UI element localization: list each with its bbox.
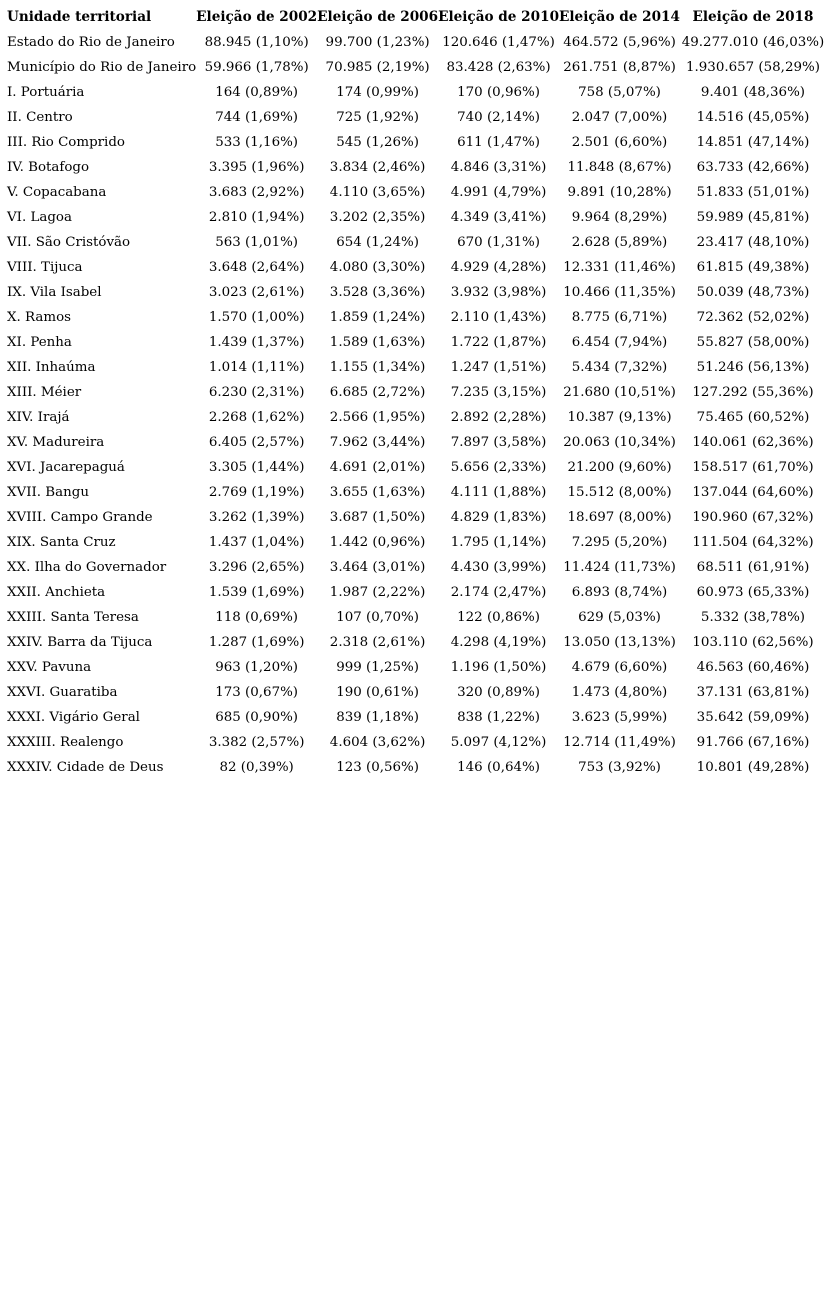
vote-count-cell: 107 (0,70%): [336, 610, 419, 625]
vote-count-cell: 1.539 (1,69%): [208, 585, 305, 600]
unit-name-cell: XXIV. Barra da Tijuca: [7, 635, 153, 650]
vote-count-cell: 14.851 (47,14%): [696, 135, 810, 150]
vote-count-cell: 963 (1,20%): [215, 660, 299, 675]
column-header-election: Eleição de 2014: [559, 9, 680, 25]
vote-count-cell: 75.465 (60,52%): [696, 410, 810, 425]
vote-count-cell: 611 (1,47%): [457, 135, 540, 150]
table-row: [4, 155, 826, 180]
vote-count-cell: 4.604 (3,62%): [329, 735, 426, 750]
vote-count-cell: 1.437 (1,04%): [208, 535, 305, 550]
vote-count-cell: 5.097 (4,12%): [450, 735, 547, 750]
vote-count-cell: 122 (0,86%): [457, 610, 540, 625]
table-row: [4, 280, 826, 305]
vote-count-cell: 9.401 (48,36%): [700, 85, 806, 100]
vote-count-cell: 1.722 (1,87%): [450, 335, 547, 350]
vote-count-cell: 4.991 (4,79%): [450, 185, 547, 200]
vote-count-cell: 1.247 (1,51%): [450, 360, 547, 375]
vote-count-cell: 3.834 (2,46%): [329, 160, 426, 175]
vote-count-cell: 3.296 (2,65%): [208, 560, 305, 575]
vote-count-cell: 6.454 (7,94%): [571, 335, 668, 350]
vote-count-cell: 4.110 (3,65%): [329, 185, 426, 200]
vote-count-cell: 61.815 (49,38%): [696, 260, 810, 275]
column-header-election: Eleição de 2006: [317, 9, 439, 25]
vote-count-cell: 3.023 (2,61%): [208, 285, 305, 300]
table-row: [4, 205, 826, 230]
vote-count-cell: 2.047 (7,00%): [571, 110, 668, 125]
unit-name-cell: XX. Ilha do Governador: [7, 560, 167, 575]
unit-name-cell: XI. Penha: [7, 335, 72, 350]
vote-count-cell: 1.570 (1,00%): [208, 310, 305, 325]
vote-count-cell: 4.679 (6,60%): [571, 660, 668, 675]
unit-name-cell: X. Ramos: [7, 310, 72, 325]
table-row: [4, 605, 826, 630]
vote-count-cell: 46.563 (60,46%): [696, 660, 810, 675]
table-row: [4, 380, 826, 405]
table-row: [4, 255, 826, 280]
vote-count-cell: 2.810 (1,94%): [208, 210, 305, 225]
vote-count-cell: 6.685 (2,72%): [329, 385, 426, 400]
table-row: [4, 505, 826, 530]
table-row: [4, 480, 826, 505]
unit-name-cell: XV. Madureira: [7, 435, 105, 450]
unit-name-cell: XXXIV. Cidade de Deus: [7, 760, 164, 775]
vote-count-cell: 8.775 (6,71%): [571, 310, 668, 325]
table-row: [4, 530, 826, 555]
table-row: [4, 555, 826, 580]
vote-count-cell: 103.110 (62,56%): [692, 635, 814, 650]
vote-count-cell: 758 (5,07%): [578, 85, 661, 100]
vote-count-cell: 685 (0,90%): [215, 710, 299, 725]
vote-count-cell: 2.268 (1,62%): [208, 410, 305, 425]
vote-count-cell: 51.833 (51,01%): [696, 185, 810, 200]
table-body: [4, 30, 826, 780]
table-row: [4, 580, 826, 605]
vote-count-cell: 1.859 (1,24%): [329, 310, 426, 325]
table-row: [4, 80, 826, 105]
vote-count-cell: 146 (0,64%): [457, 760, 540, 775]
vote-count-cell: 545 (1,26%): [336, 135, 419, 150]
vote-count-cell: 4.111 (1,88%): [450, 485, 547, 500]
column-header-election: Eleição de 2018: [692, 9, 814, 25]
vote-count-cell: 9.964 (8,29%): [571, 210, 668, 225]
vote-count-cell: 7.235 (3,15%): [450, 385, 547, 400]
vote-count-cell: 15.512 (8,00%): [567, 485, 672, 500]
vote-count-cell: 1.589 (1,63%): [329, 335, 426, 350]
vote-count-cell: 2.318 (2,61%): [329, 635, 426, 650]
vote-count-cell: 11.848 (8,67%): [567, 160, 672, 175]
vote-count-cell: 3.202 (2,35%): [329, 210, 426, 225]
vote-count-cell: 725 (1,92%): [336, 110, 419, 125]
vote-count-cell: 82 (0,39%): [219, 760, 294, 775]
vote-count-cell: 3.528 (3,36%): [329, 285, 426, 300]
vote-count-cell: 83.428 (2,63%): [446, 60, 551, 75]
vote-count-cell: 5.656 (2,33%): [450, 460, 547, 475]
unit-name-cell: IX. Vila Isabel: [7, 285, 102, 300]
vote-count-cell: 753 (3,92%): [578, 760, 661, 775]
table-row: [4, 355, 826, 380]
vote-count-cell: 3.464 (3,01%): [329, 560, 426, 575]
unit-name-cell: XXXIII. Realengo: [7, 735, 124, 750]
vote-count-cell: 12.331 (11,46%): [563, 260, 676, 275]
vote-count-cell: 20.063 (10,34%): [563, 435, 676, 450]
vote-count-cell: 123 (0,56%): [336, 760, 419, 775]
vote-count-cell: 13.050 (13,13%): [563, 635, 676, 650]
vote-count-cell: 3.655 (1,63%): [329, 485, 426, 500]
vote-count-cell: 629 (5,03%): [578, 610, 661, 625]
vote-count-cell: 99.700 (1,23%): [325, 35, 430, 50]
table-row: [4, 755, 826, 780]
vote-count-cell: 261.751 (8,87%): [563, 60, 676, 75]
vote-count-cell: 6.405 (2,57%): [208, 435, 305, 450]
vote-count-cell: 320 (0,89%): [457, 685, 540, 700]
unit-name-cell: XII. Inhaúma: [7, 360, 96, 375]
unit-name-cell: XIX. Santa Cruz: [7, 535, 116, 550]
vote-count-cell: 1.196 (1,50%): [450, 660, 547, 675]
table-row: [4, 230, 826, 255]
unit-name-cell: XXII. Anchieta: [7, 585, 106, 600]
vote-count-cell: 55.827 (58,00%): [696, 335, 810, 350]
vote-count-cell: 10.466 (11,35%): [563, 285, 676, 300]
vote-count-cell: 164 (0,89%): [215, 85, 299, 100]
vote-count-cell: 563 (1,01%): [215, 235, 299, 250]
vote-count-cell: 2.628 (5,89%): [571, 235, 668, 250]
table-row: [4, 305, 826, 330]
vote-count-cell: 59.989 (45,81%): [696, 210, 810, 225]
unit-name-cell: XXIII. Santa Teresa: [7, 610, 139, 625]
vote-count-cell: 1.439 (1,37%): [208, 335, 305, 350]
vote-count-cell: 4.349 (3,41%): [450, 210, 547, 225]
vote-count-cell: 838 (1,22%): [457, 710, 540, 725]
vote-count-cell: 21.680 (10,51%): [563, 385, 676, 400]
vote-count-cell: 2.769 (1,19%): [208, 485, 305, 500]
vote-count-cell: 999 (1,25%): [336, 660, 419, 675]
table-row: [4, 455, 826, 480]
vote-count-cell: 170 (0,96%): [457, 85, 540, 100]
vote-count-cell: 59.966 (1,78%): [204, 60, 309, 75]
column-header-election: Eleição de 2010: [438, 9, 560, 25]
unit-name-cell: I. Portuária: [7, 85, 85, 100]
vote-count-cell: 4.929 (4,28%): [450, 260, 547, 275]
table-row: [4, 405, 826, 430]
vote-count-cell: 6.230 (2,31%): [208, 385, 305, 400]
table-row: [4, 630, 826, 655]
vote-count-cell: 740 (2,14%): [457, 110, 540, 125]
vote-count-cell: 10.387 (9,13%): [567, 410, 672, 425]
table-row: [4, 680, 826, 705]
vote-count-cell: 50.039 (48,73%): [696, 285, 810, 300]
table-row: [4, 130, 826, 155]
unit-name-cell: II. Centro: [7, 110, 73, 125]
vote-count-cell: 7.295 (5,20%): [571, 535, 668, 550]
table-row: [4, 105, 826, 130]
vote-count-cell: 6.893 (8,74%): [571, 585, 668, 600]
vote-count-cell: 68.511 (61,91%): [696, 560, 810, 575]
vote-count-cell: 670 (1,31%): [457, 235, 540, 250]
vote-count-cell: 533 (1,16%): [215, 135, 299, 150]
vote-count-cell: 63.733 (42,66%): [696, 160, 810, 175]
vote-count-cell: 190.960 (67,32%): [692, 510, 814, 525]
unit-name-cell: XXXI. Vigário Geral: [7, 710, 140, 725]
vote-count-cell: 37.131 (63,81%): [696, 685, 810, 700]
vote-count-cell: 91.766 (67,16%): [696, 735, 810, 750]
vote-count-cell: 88.945 (1,10%): [204, 35, 309, 50]
vote-count-cell: 49.277.010 (46,03%): [681, 35, 825, 50]
table-row: [4, 430, 826, 455]
header-row: [4, 5, 826, 30]
column-header-unit: Unidade territorial: [7, 9, 152, 25]
table-row: [4, 55, 826, 80]
vote-count-cell: 11.424 (11,73%): [563, 560, 676, 575]
vote-count-cell: 1.987 (2,22%): [329, 585, 426, 600]
vote-count-cell: 5.434 (7,32%): [571, 360, 668, 375]
vote-count-cell: 1.442 (0,96%): [329, 535, 426, 550]
vote-count-cell: 111.504 (64,32%): [692, 535, 814, 550]
vote-count-cell: 3.382 (2,57%): [208, 735, 305, 750]
vote-count-cell: 72.362 (52,02%): [696, 310, 810, 325]
unit-name-cell: XXVI. Guaratiba: [7, 685, 118, 700]
vote-count-cell: 2.566 (1,95%): [329, 410, 426, 425]
unit-name-cell: VIII. Tijuca: [7, 260, 83, 275]
unit-name-cell: VI. Lagoa: [7, 210, 72, 225]
column-header-election: Eleição de 2002: [196, 9, 318, 25]
vote-count-cell: 1.287 (1,69%): [208, 635, 305, 650]
vote-count-cell: 173 (0,67%): [215, 685, 299, 700]
vote-count-cell: 70.985 (2,19%): [325, 60, 430, 75]
vote-count-cell: 2.892 (2,28%): [450, 410, 547, 425]
vote-count-cell: 3.648 (2,64%): [208, 260, 305, 275]
vote-count-cell: 2.501 (6,60%): [571, 135, 668, 150]
vote-count-cell: 3.305 (1,44%): [208, 460, 305, 475]
vote-count-cell: 1.473 (4,80%): [571, 685, 668, 700]
unit-name-cell: Município do Rio de Janeiro: [7, 60, 197, 75]
vote-count-cell: 3.683 (2,92%): [208, 185, 305, 200]
vote-count-cell: 4.846 (3,31%): [450, 160, 547, 175]
vote-count-cell: 35.642 (59,09%): [696, 710, 810, 725]
unit-name-cell: XVII. Bangu: [7, 485, 89, 500]
unit-name-cell: XVIII. Campo Grande: [7, 510, 153, 525]
vote-count-cell: 118 (0,69%): [215, 610, 299, 625]
vote-count-cell: 5.332 (38,78%): [700, 610, 806, 625]
vote-count-cell: 4.080 (3,30%): [329, 260, 426, 275]
unit-name-cell: Estado do Rio de Janeiro: [7, 35, 175, 50]
vote-count-cell: 1.930.657 (58,29%): [686, 60, 820, 75]
vote-count-cell: 3.262 (1,39%): [208, 510, 305, 525]
vote-count-cell: 839 (1,18%): [336, 710, 419, 725]
vote-count-cell: 140.061 (62,36%): [692, 435, 814, 450]
vote-count-cell: 464.572 (5,96%): [563, 35, 676, 50]
unit-name-cell: XXV. Pavuna: [7, 660, 92, 675]
vote-count-cell: 120.646 (1,47%): [442, 35, 555, 50]
vote-count-cell: 127.292 (55,36%): [692, 385, 814, 400]
unit-name-cell: XIII. Méier: [7, 385, 82, 400]
vote-count-cell: 23.417 (48,10%): [696, 235, 810, 250]
vote-count-cell: 3.395 (1,96%): [208, 160, 305, 175]
vote-count-cell: 4.829 (1,83%): [450, 510, 547, 525]
unit-name-cell: VII. São Cristóvão: [7, 235, 131, 250]
vote-count-cell: 4.430 (3,99%): [450, 560, 547, 575]
vote-count-cell: 3.623 (5,99%): [571, 710, 668, 725]
vote-count-cell: 18.697 (8,00%): [567, 510, 672, 525]
unit-name-cell: XIV. Irajá: [7, 410, 70, 425]
vote-count-cell: 2.174 (2,47%): [450, 585, 547, 600]
vote-count-cell: 654 (1,24%): [336, 235, 419, 250]
vote-count-cell: 10.801 (49,28%): [696, 760, 810, 775]
vote-count-cell: 4.691 (2,01%): [329, 460, 426, 475]
vote-count-cell: 158.517 (61,70%): [692, 460, 814, 475]
table-row: [4, 330, 826, 355]
table-header: [4, 5, 826, 30]
vote-count-cell: 1.155 (1,34%): [329, 360, 426, 375]
vote-count-cell: 12.714 (11,49%): [563, 735, 676, 750]
vote-count-cell: 4.298 (4,19%): [450, 635, 547, 650]
vote-count-cell: 3.932 (3,98%): [450, 285, 547, 300]
vote-count-cell: 21.200 (9,60%): [567, 460, 672, 475]
table-row: [4, 705, 826, 730]
vote-count-cell: 7.897 (3,58%): [450, 435, 547, 450]
vote-count-cell: 190 (0,61%): [336, 685, 419, 700]
vote-count-cell: 3.687 (1,50%): [329, 510, 426, 525]
unit-name-cell: IV. Botafogo: [7, 160, 90, 175]
vote-count-cell: 7.962 (3,44%): [329, 435, 426, 450]
unit-name-cell: III. Rio Comprido: [7, 135, 125, 150]
vote-count-cell: 51.246 (56,13%): [696, 360, 810, 375]
vote-count-cell: 60.973 (65,33%): [696, 585, 810, 600]
table-row: [4, 30, 826, 55]
table-row: [4, 730, 826, 755]
unit-name-cell: V. Copacabana: [7, 185, 107, 200]
table-row: [4, 180, 826, 205]
vote-count-cell: 744 (1,69%): [215, 110, 299, 125]
vote-count-cell: 1.795 (1,14%): [450, 535, 547, 550]
vote-count-cell: 9.891 (10,28%): [567, 185, 672, 200]
election-results-table: [4, 5, 826, 780]
vote-count-cell: 2.110 (1,43%): [450, 310, 547, 325]
vote-count-cell: 137.044 (64,60%): [692, 485, 814, 500]
vote-count-cell: 174 (0,99%): [336, 85, 419, 100]
vote-count-cell: 1.014 (1,11%): [208, 360, 305, 375]
unit-name-cell: XVI. Jacarepaguá: [7, 460, 125, 475]
table-row: [4, 655, 826, 680]
vote-count-cell: 14.516 (45,05%): [696, 110, 810, 125]
